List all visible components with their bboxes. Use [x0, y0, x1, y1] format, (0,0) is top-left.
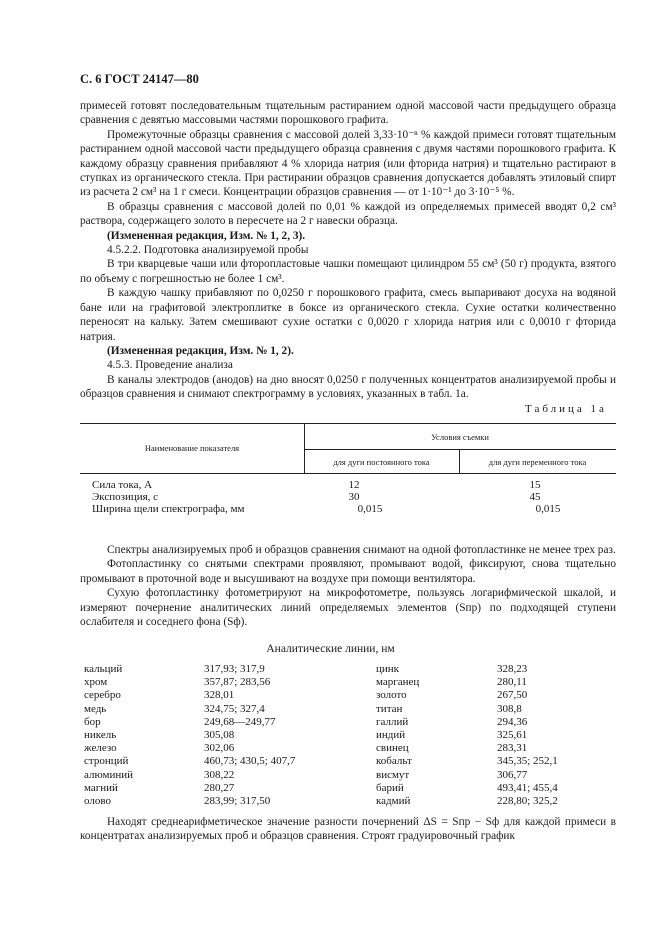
revision-note: (Измененная редакция, Изм. № 1, 2, 3).	[107, 229, 306, 242]
line-value: 267,50	[497, 689, 528, 702]
element-name: кобальт	[376, 755, 412, 768]
element-name: висмут	[376, 768, 410, 781]
line-value: 283,99; 317,50	[204, 794, 271, 807]
element-name: медь	[84, 702, 107, 715]
analytical-lines-title: Аналитические линии, нм	[266, 643, 395, 655]
element-name: кальций	[84, 663, 123, 675]
element-name: марганец	[376, 676, 420, 689]
table-top-rule	[80, 423, 616, 424]
paragraph: В образцы сравнения с массовой долей по 0,01 % каждой из определяемых примесей вводят 0,2 см³ раствора, содержащего золото в пересчете на 2 г навески образца.	[80, 200, 616, 228]
line-value: 328,23	[497, 663, 528, 675]
line-value: 228,80; 325,2	[497, 794, 558, 807]
element-name: никель	[84, 728, 117, 741]
element-name: магний	[84, 781, 118, 794]
table-cell: 12	[348, 479, 360, 491]
table-cell: 15	[529, 479, 541, 491]
lines-left-elements	[84, 663, 133, 808]
element-name: индий	[376, 728, 406, 741]
table-caption: Таблица 1а	[525, 403, 607, 415]
table-col-header: для дуги переменного тока	[488, 457, 587, 467]
line-value: 305,08	[204, 728, 235, 741]
paragraph: В каналы электродов (анодов) на дно вносят 0,0250 г полученных концентратов анализируемой пробы и образцов сравнения и снимают спектрограмму в условиях, указанных в табл. 1а.	[80, 373, 616, 401]
paragraph: В три кварцевые чаши или фторопластовые чашки помещают цилиндром 55 см³ (50 г) продукта, взятого по объему с погрешностью не более 1 см³.	[80, 258, 616, 285]
line-value: 357,87; 283,56	[204, 676, 271, 689]
table-col-header: Наименование показателя	[144, 443, 240, 453]
element-name: серебро	[84, 689, 121, 702]
top-text-block	[80, 99, 616, 402]
paragraph: примесей готовят последовательным тщательным растиранием одной массовой части предыдущего образца сравнения с девятью массовыми частями порошкового графита.	[80, 100, 616, 127]
line-value: 325,61	[497, 728, 528, 741]
revision-note: (Измененная редакция, Изм. № 1, 2).	[107, 344, 294, 357]
line-value: 280,11	[497, 676, 527, 689]
table-cell: 30	[348, 491, 360, 503]
element-name: барий	[376, 781, 404, 794]
line-value: 306,77	[497, 768, 528, 781]
element-name: хром	[84, 676, 108, 689]
element-name: стронций	[84, 755, 129, 768]
element-name: олово	[84, 794, 111, 807]
middle-text-block	[80, 543, 616, 629]
line-value: 308,8	[497, 702, 522, 715]
table-mid-rule	[304, 449, 616, 450]
lines-right-values	[497, 663, 558, 808]
table-header-rule	[80, 473, 616, 474]
section-heading: 4.5.3. Проведение анализа	[107, 359, 233, 372]
table-row-label: Сила тока, А	[92, 479, 153, 491]
line-value: 460,73; 430,5; 407,7	[204, 755, 296, 768]
table-col-header: для дуги постоянного тока	[333, 457, 430, 467]
lines-left-values	[204, 663, 295, 808]
table-row-label: Экспозиция, с	[92, 491, 159, 503]
line-value: 317,93; 317,9	[204, 663, 265, 675]
element-name: цинк	[376, 663, 400, 675]
line-value: 302,06	[204, 742, 235, 755]
paragraph: В каждую чашку прибавляют по 0,0250 г порошкового графита, смесь выпаривают досуха на водяной бане или на графитовой электроплитке в боксе из органического стекла. Сухие остатки количественно переносят на кальку. Затем смешивают сухие остатки с 0,0020 г хлорида натрия или с 0,0010 г фторида натрия.	[80, 287, 616, 343]
element-name: железо	[84, 742, 117, 755]
table-row-label: Ширина щели спектрографа, мм	[92, 503, 245, 515]
line-value: 345,35; 252,1	[497, 755, 558, 768]
lines-right-elements	[376, 663, 419, 808]
line-value: 493,41; 455,4	[497, 781, 558, 794]
line-value: 328,01	[204, 689, 235, 702]
element-name: титан	[376, 702, 403, 715]
bottom-text-block	[80, 815, 616, 844]
line-value: 280,27	[204, 781, 235, 794]
paragraph: Сухую фотопластинку фотометрируют на микрофотометре, пользуясь логарифмической шкалой, и измеряют почернение аналитических линий определяемых элементов (Sпр) по подходящей ступени ослабителя и соседнего фона (Sф).	[80, 587, 616, 629]
element-name: золото	[376, 689, 407, 702]
element-name: алюминий	[84, 768, 134, 781]
line-value: 294,36	[497, 715, 528, 728]
element-name: кадмий	[376, 794, 411, 807]
table-cell: 0,015	[357, 503, 383, 515]
element-name: галлий	[376, 715, 409, 728]
table-cell: 45	[529, 491, 541, 503]
paragraph: Спектры анализируемых проб и образцов сравнения снимают на одной фотопластинке не менее трех раз.	[107, 544, 616, 556]
paragraph: Находят среднеарифметическое значение разности почернений ΔS = Sпр − Sф для каждой примеси в концентратах анализируемых проб и образцов сравнения. Строят градуировочный график	[80, 816, 616, 843]
element-name: свинец	[376, 742, 409, 755]
table-cell: 0,015	[535, 503, 561, 515]
line-value: 249,68—249,77	[204, 715, 276, 728]
line-value: 324,75; 327,4	[204, 702, 265, 715]
line-value: 308,22	[204, 768, 235, 781]
table-col-header: Условия съемки	[431, 432, 489, 442]
page-header: С. 6 ГОСТ 24147—80	[80, 72, 199, 86]
section-heading: 4.5.2.2. Подготовка анализируемой пробы	[107, 244, 309, 257]
element-name: бор	[84, 715, 101, 728]
paragraph: Промежуточные образцы сравнения с массовой долей 3,33·10⁻ⁿ % каждой примеси готовят тщательным растиранием одной массовой части предыдущего образца сравнения с двумя частями порошкового графита. К каждому образцу сравнения прибавляют 4 % хлорида натрия (или фторида натрия) и тщательно растирают в ступках из органического стекла. При растирании образцов сравнения допускается добавлять этиловый спирт из расчета 2 см³ на 1 г смеси. Концентрации образцов сравнения — от 1·10⁻¹ до 3·10⁻⁵ %.	[80, 128, 616, 199]
line-value: 283,31	[497, 742, 528, 755]
paragraph: Фотопластинку со снятыми спектрами проявляют, промывают водой, фиксируют, снова тщательно промывают в проточной воде и высушивают на воздухе при помощи вентилятора.	[80, 558, 616, 585]
